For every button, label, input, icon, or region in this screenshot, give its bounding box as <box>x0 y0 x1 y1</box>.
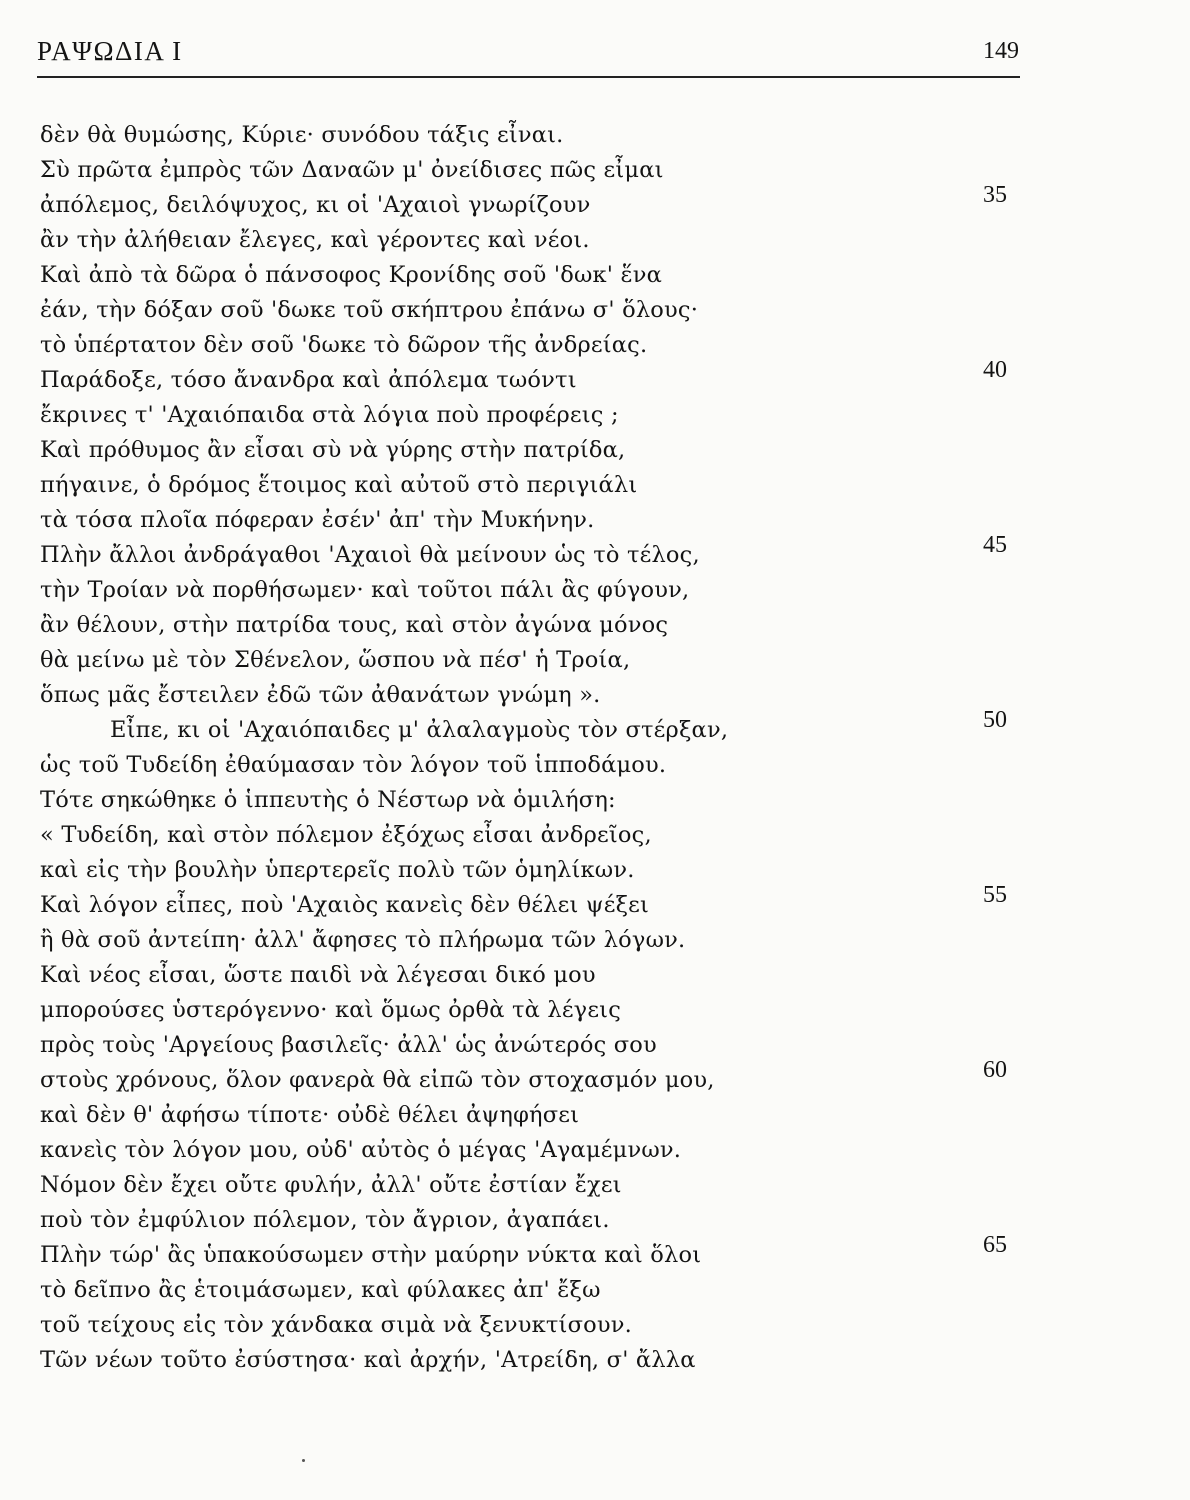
verse-line: Παράδοξε, τόσο ἄνανδρα καὶ ἀπόλεμα τωόντι <box>40 367 577 393</box>
verse-line: τὴν Τροίαν νὰ πορθήσωμεν· καὶ τοῦτοι πάλι ἂς φύγουν, <box>40 577 690 603</box>
print-speck <box>302 1459 305 1462</box>
verse-line: ἂν θέλουν, στὴν πατρίδα τους, καὶ στὸν ἀγώνα μόνος <box>40 612 669 638</box>
verse-line-indented: Εἶπε, κι οἱ 'Αχαιόπαιδες μ' ἀλαλαγμοὺς τὸν στέρξαν, <box>110 717 729 743</box>
verse-line: ἢ θὰ σοῦ ἀντείπη· ἀλλ' ἄφησες τὸ πλήρωμα τῶν λόγων. <box>40 927 686 953</box>
verse-line: καὶ δὲν θ' ἀφήσω τίποτε· οὐδὲ θέλει ἀψηφήσει <box>40 1102 580 1128</box>
verse-line: τὸ ὑπέρτατον δὲν σοῦ 'δωκε τὸ δῶρον τῆς ἀνδρείας. <box>40 332 648 358</box>
verse-line: Καὶ πρόθυμος ἂν εἶσαι σὺ νὰ γύρης στὴν πατρίδα, <box>40 437 626 463</box>
line-number: 55 <box>983 882 1007 908</box>
verse-line: κανεὶς τὸν λόγον μου, οὐδ' αὐτὸς ὁ μέγας 'Αγαμέμνων. <box>40 1137 682 1163</box>
verse-line: Τῶν νέων τοῦτο ἐσύστησα· καὶ ἀρχήν, 'Ατρείδη, σ' ἄλλα <box>40 1347 696 1373</box>
verse-line: Πλὴν τώρ' ἂς ὑπακούσωμεν στὴν μαύρην νύκτα καὶ ὅλοι <box>40 1242 702 1268</box>
verse-line: Σὺ πρῶτα ἐμπρὸς τῶν Δαναῶν μ' ὀνείδισες πῶς εἶμαι <box>40 157 664 183</box>
verse-line: πρὸς τοὺς 'Αργείους βασιλεῖς· ἀλλ' ὡς ἀνώτερός σου <box>40 1032 657 1058</box>
verse-line: ἔκρινες τ' 'Αχαιόπαιδα στὰ λόγια ποὺ προφέρεις ; <box>40 402 619 428</box>
line-number: 45 <box>983 532 1007 558</box>
verse-line: ἐάν, τὴν δόξαν σοῦ 'δωκε τοῦ σκήπτρου ἐπάνω σ' ὅλους· <box>40 297 699 323</box>
verse-line: καὶ εἰς τὴν βουλὴν ὑπερτερεῖς πολὺ τῶν ὁμηλίκων. <box>40 857 635 883</box>
verse-line: ὡς τοῦ Τυδείδη ἐθαύμασαν τὸν λόγον τοῦ ἱπποδάμου. <box>40 752 667 778</box>
line-number: 60 <box>983 1057 1007 1083</box>
verse-line: « Τυδείδη, καὶ στὸν πόλεμον ἐξόχως εἶσαι ἀνδρεῖος, <box>40 822 652 848</box>
line-number: 40 <box>983 357 1007 383</box>
verse-line: Καὶ νέος εἶσαι, ὥστε παιδὶ νὰ λέγεσαι δικό μου <box>40 962 596 988</box>
verse-line: τὰ τόσα πλοῖα πόφεραν ἐσέν' ἀπ' τὴν Μυκήνην. <box>40 507 595 533</box>
book-title: ΡΑΨΩΔΙΑ Ι <box>37 36 183 66</box>
verse-line: ἂν τὴν ἀλήθειαν ἔλεγες, καὶ γέροντες καὶ νέοι. <box>40 227 590 253</box>
page-number: 149 <box>983 38 1019 64</box>
verse-line: θὰ μείνω μὲ τὸν Σθένελον, ὥσπου νὰ πέσ' ἡ Τροία, <box>40 647 631 673</box>
header-rule <box>37 76 1020 78</box>
verse-line: δὲν θὰ θυμώσης, Κύριε· συνόδου τάξις εἶναι. <box>40 122 564 148</box>
verse-line: τὸ δεῖπνο ἂς ἑτοιμάσωμεν, καὶ φύλακες ἀπ' ἔξω <box>40 1277 601 1303</box>
verse-line: τοῦ τείχους εἰς τὸν χάνδακα σιμὰ νὰ ξενυκτίσουν. <box>40 1312 632 1338</box>
line-number: 35 <box>983 182 1007 208</box>
verse-line: πήγαινε, ὁ δρόμος ἕτοιμος καὶ αὐτοῦ στὸ περιγιάλι <box>40 472 638 498</box>
verse-line: μπορούσες ὑστερόγεννο· καὶ ὅμως ὀρθὰ τὰ λέγεις <box>40 997 622 1023</box>
verse-line: Καὶ λόγον εἶπες, ποὺ 'Αχαιὸς κανεὶς δὲν θέλει ψέξει <box>40 892 650 918</box>
verse-line: ὅπως μᾶς ἔστειλεν ἐδῶ τῶν ἀθανάτων γνώμη ». <box>40 682 601 708</box>
line-number: 65 <box>983 1232 1007 1258</box>
verse-line: Πλὴν ἄλλοι ἀνδράγαθοι 'Αχαιοὶ θὰ μείνουν ὡς τὸ τέλος, <box>40 542 700 568</box>
verse-line: ποὺ τὸν ἐμφύλιον πόλεμον, τὸν ἄγριον, ἀγαπάει. <box>40 1207 610 1233</box>
verse-line: στοὺς χρόνους, ὅλον φανερὰ θὰ εἰπῶ τὸν στοχασμόν μου, <box>40 1067 715 1093</box>
line-number: 50 <box>983 707 1007 733</box>
verse-line: Καὶ ἀπὸ τὰ δῶρα ὁ πάνσοφος Κρονίδης σοῦ 'δωκ' ἕνα <box>40 262 663 288</box>
verse-line: Νόμον δὲν ἔχει οὔτε φυλήν, ἀλλ' οὔτε ἐστίαν ἔχει <box>40 1172 622 1198</box>
verse-line: ἀπόλεμος, δειλόψυχος, κι οἱ 'Αχαιοὶ γνωρίζουν <box>40 192 591 218</box>
verse-line: Τότε σηκώθηκε ὁ ἱππευτὴς ὁ Νέστωρ νὰ ὁμιλήση: <box>40 787 616 813</box>
